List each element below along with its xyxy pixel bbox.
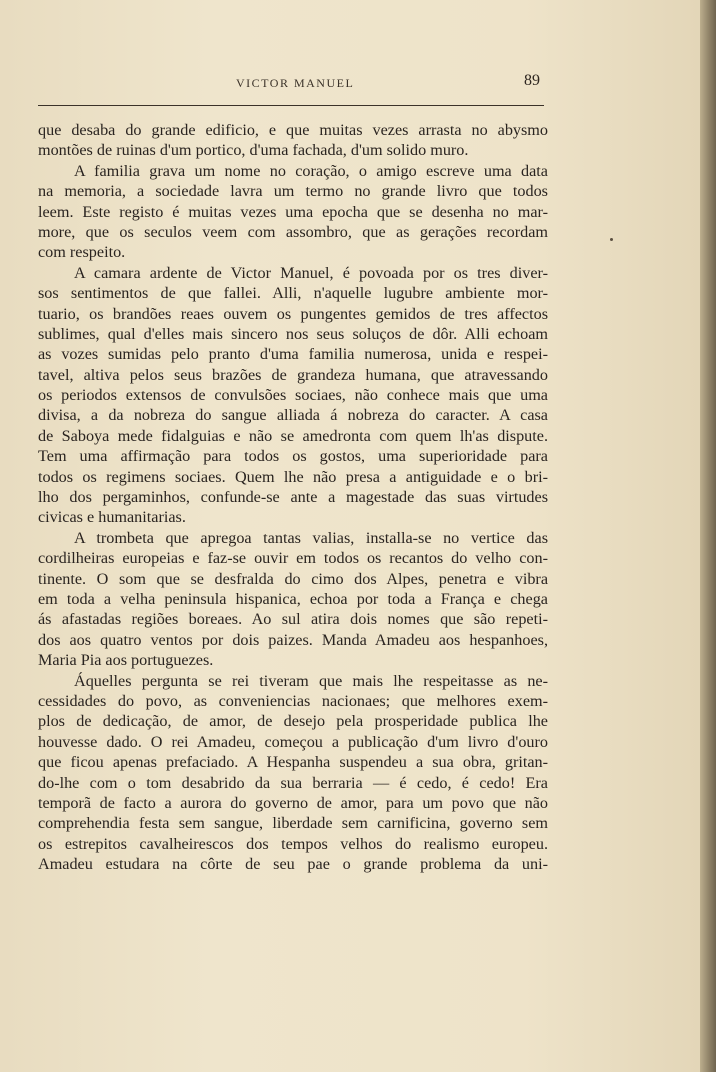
paper-speck xyxy=(610,238,613,241)
text-line: ás afastadas regiões boreaes. Ao sul atira dois nomes que são repeti- xyxy=(38,610,548,629)
text-line: todos os regimens sociaes. Quem lhe não presa a antiguidade e o bri- xyxy=(38,467,548,486)
text-line: montões de ruinas d'um portico, d'uma fachada, d'um solido muro. xyxy=(38,141,469,160)
text-line: as vozes sumidas pelo pranto d'uma familia numerosa, unida e respei- xyxy=(38,345,548,364)
text-line: civicas e humanitarias. xyxy=(38,508,186,527)
paragraph-start-line: A camara ardente de Victor Manuel, é povoada por os tres diver- xyxy=(74,263,548,282)
text-line: cessidades do povo, as conveniencias nacionaes; que melhores exem- xyxy=(38,691,548,710)
body-text xyxy=(38,120,548,874)
page-edge-shadow xyxy=(700,0,716,1072)
text-line: lho dos pergaminhos, confunde-se ante a magestade das suas virtudes xyxy=(38,488,548,507)
text-line: plos de dedicação, de amor, de desejo pela prosperidade publica lhe xyxy=(38,712,548,731)
text-line: tinente. O som que se desfralda do cimo dos Alpes, penetra e vibra xyxy=(38,569,548,588)
text-line: Tem uma affirmação para todos os gostos, uma superioridade para xyxy=(38,447,548,466)
text-line: do-lhe com o tom desabrido da sua berraria — é cedo, é cedo! Era xyxy=(38,773,548,792)
text-line: houvesse dado. O rei Amadeu, começou a publicação d'um livro d'ouro xyxy=(38,732,548,751)
text-line: dos aos quatro ventos por dois paizes. Manda Amadeu aos hespanhoes, xyxy=(38,630,548,649)
text-line: que desaba do grande edificio, e que muitas vezes arrasta no abysmo xyxy=(38,121,548,139)
text-line: Amadeu estudara na côrte de seu pae o grande problema da uni- xyxy=(38,855,548,874)
text-line: divisa, a da nobreza do sangue alliada á nobreza do caracter. A casa xyxy=(38,406,548,425)
text-line: comprehendia festa sem sangue, liberdade sem carnificina, governo sem xyxy=(38,814,548,833)
text-line: sublimes, qual d'elles mais sincero nos seus soluços de dôr. Alli echoam xyxy=(38,324,548,343)
running-head xyxy=(0,72,700,96)
text-line: de Saboya mede fidalguias e não se amedronta com quem lh'as dispute. xyxy=(38,426,548,445)
text-line: tuario, os brandões reaes ouvem os pungentes gemidos de tres affectos xyxy=(38,304,548,323)
paragraph-start-line: Áquelles pergunta se rei tiveram que mais lhe respeitasse as ne- xyxy=(74,671,548,690)
paragraph-start-line: A trombeta que apregoa tantas valias, installa-se no vertice das xyxy=(74,528,548,547)
text-line: os periodos extensos de convulsões sociaes, não conhece mais que uma xyxy=(38,386,548,405)
text-line: temporã de facto a aurora do governo de amor, para um povo que não xyxy=(38,793,548,812)
text-line: more, que os seculos veem com assombro, que as gerações recordam xyxy=(38,222,548,241)
page-number: 89 xyxy=(524,72,540,89)
text-line: em toda a velha peninsula hispanica, echoa por toda a França e chega xyxy=(38,589,548,608)
header-rule xyxy=(38,105,544,106)
text-line: sos sentimentos de que fallei. Alli, n'aquelle lugubre ambiente mor- xyxy=(38,284,548,303)
text-line: leem. Este registo é muitas vezes uma epocha que se desenha no mar- xyxy=(38,202,548,221)
text-line: cordilheiras europeias e faz-se ouvir em todos os recantos do velho con- xyxy=(38,549,548,568)
text-line: os estrepitos cavalheirescos dos tempos velhos do realismo europeu. xyxy=(38,834,548,853)
text-line: na memoria, a sociedade lavra um termo no grande livro que todos xyxy=(38,182,548,201)
text-line: com respeito. xyxy=(38,243,126,262)
text-line: Maria Pia aos portuguezes. xyxy=(38,651,214,670)
text-line: tavel, altiva pelos seus brazões de grandeza humana, que atravessando xyxy=(38,365,548,384)
paragraph-start-line: A familia grava um nome no coração, o amigo escreve uma data xyxy=(74,161,548,180)
running-title: VICTOR MANUEL xyxy=(236,76,355,90)
text-line: que ficou apenas prefaciado. A Hespanha suspendeu a sua obra, gritan- xyxy=(38,753,548,772)
